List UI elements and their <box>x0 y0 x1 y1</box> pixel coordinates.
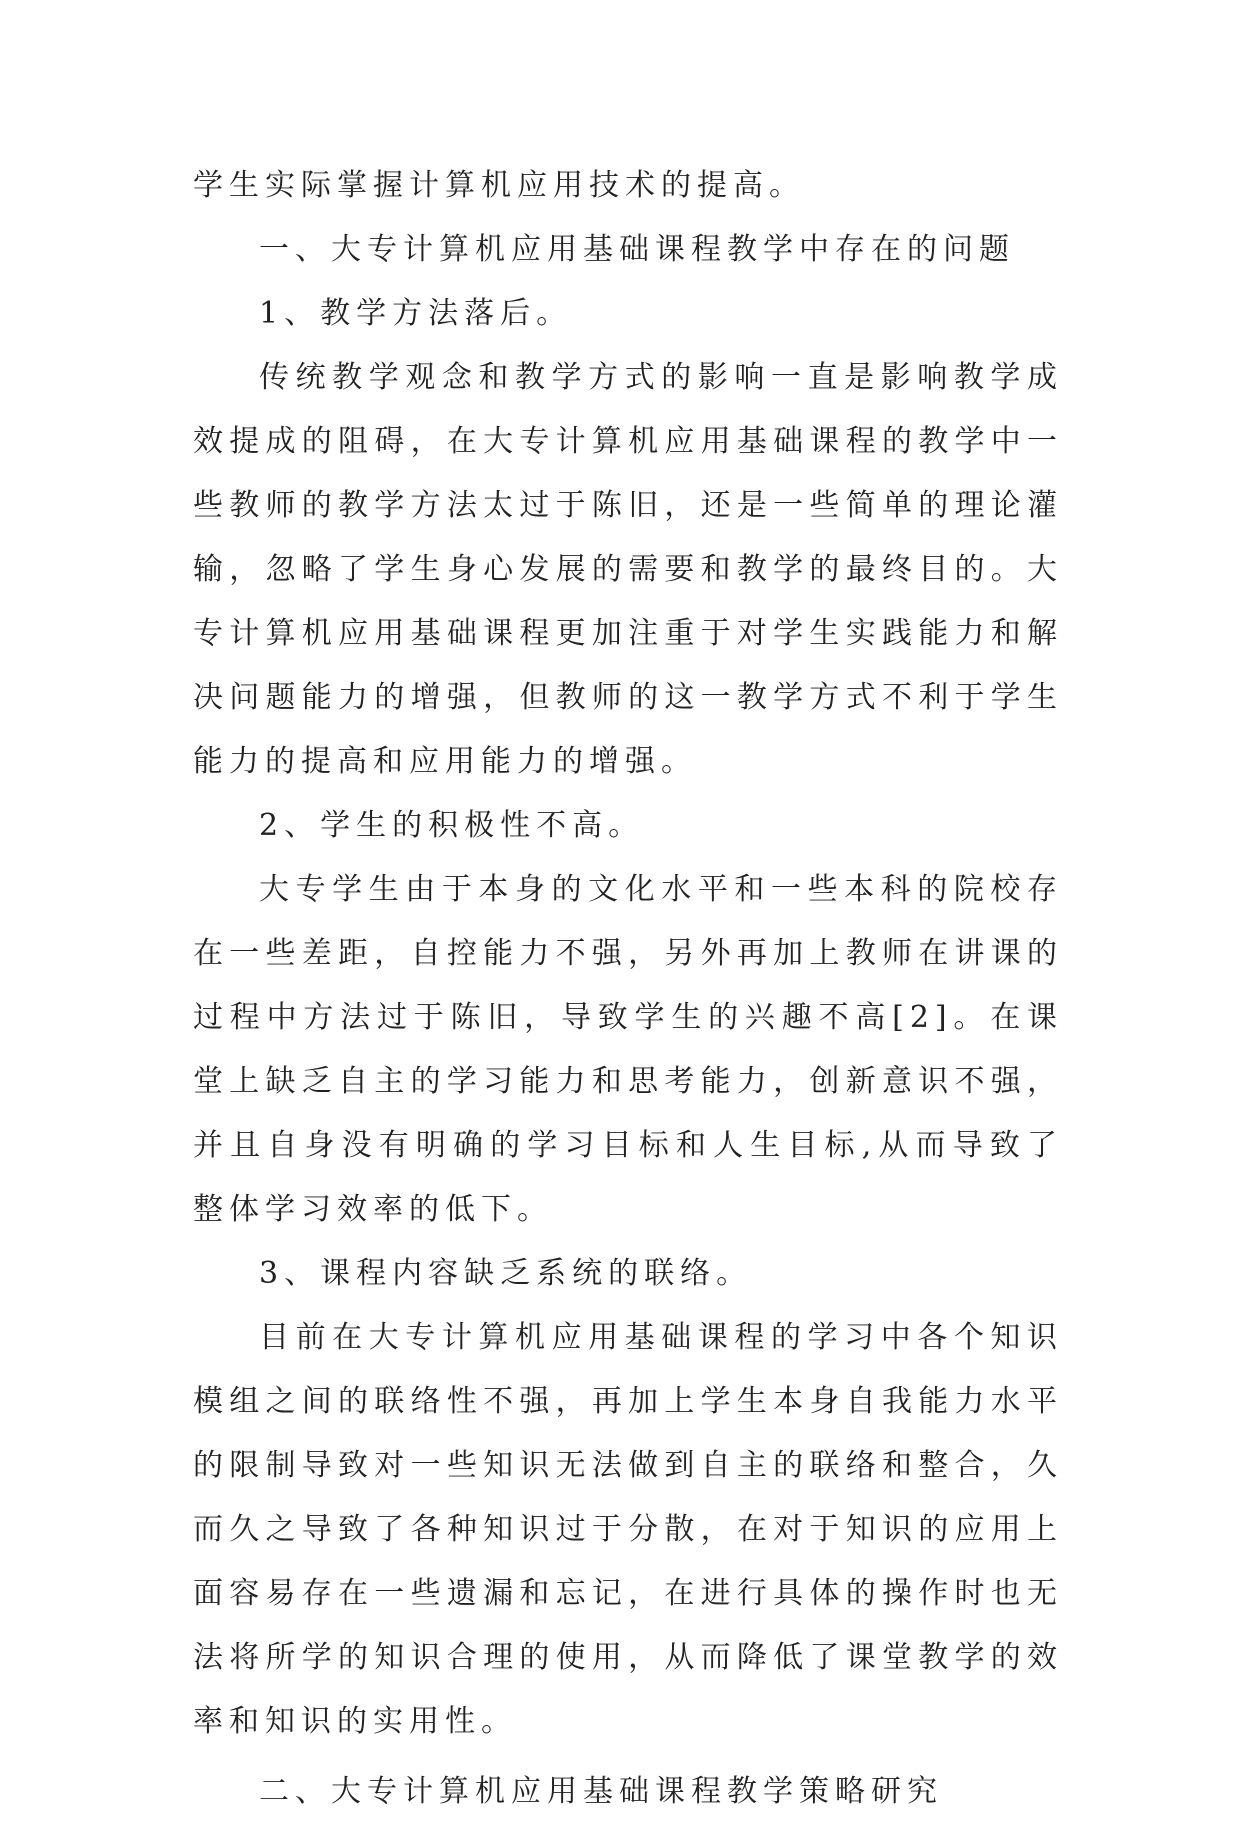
paragraph-course-content: 目前在大专计算机应用基础课程的学习中各个知识模组之间的联络性不强，再加上学生本身自我能力水平的限制导致对一些知识无法做到自主的联络和整合，久而久之导致了各种知识过于分散，在对于知识的应用上面容易存在一些遗漏和忘记，在进行具体的操作时也无法将所学的知识合理的使用，从而降低了课堂教学的效率和知识的实用性。 <box>193 1320 1063 1739</box>
paragraph-continuation: 学生实际掌握计算机应用技术的提高。 <box>193 168 805 203</box>
subheading-teaching-methods: 1、教学方法落后。 <box>259 296 573 331</box>
subheading-course-content: 3、课程内容缺乏系统的联络。 <box>259 1256 753 1291</box>
paragraph-teaching-methods: 传统教学观念和教学方式的影响一直是影响教学成效提成的阻碍，在大专计算机应用基础课程的教学中一些教师的教学方法太过于陈旧，还是一些简单的理论灌输，忽略了学生身心发展的需要和教学的最终目的。大专计算机应用基础课程更加注重于对学生实践能力和解决问题能力的增强，但教师的这一教学方式不利于学生能力的提高和应用能力的增强。 <box>193 360 1063 779</box>
section-heading-problems: 一、大专计算机应用基础课程教学中存在的问题 <box>259 232 1015 267</box>
paragraph-student-motivation: 大专学生由于本身的文化水平和一些本科的院校存在一些差距，自控能力不强，另外再加上教师在讲课的过程中方法过于陈旧，导致学生的兴趣不高[2]。在课堂上缺乏自主的学习能力和思考能力，创新意识不强，并且自身没有明确的学习目标和人生目标,从而导致了整体学习效率的低下。 <box>193 872 1063 1227</box>
document-body <box>193 154 1063 1824</box>
section-heading-strategies: 二、大专计算机应用基础课程教学策略研究 <box>259 1774 943 1809</box>
subheading-student-motivation: 2、学生的积极性不高。 <box>259 808 645 843</box>
